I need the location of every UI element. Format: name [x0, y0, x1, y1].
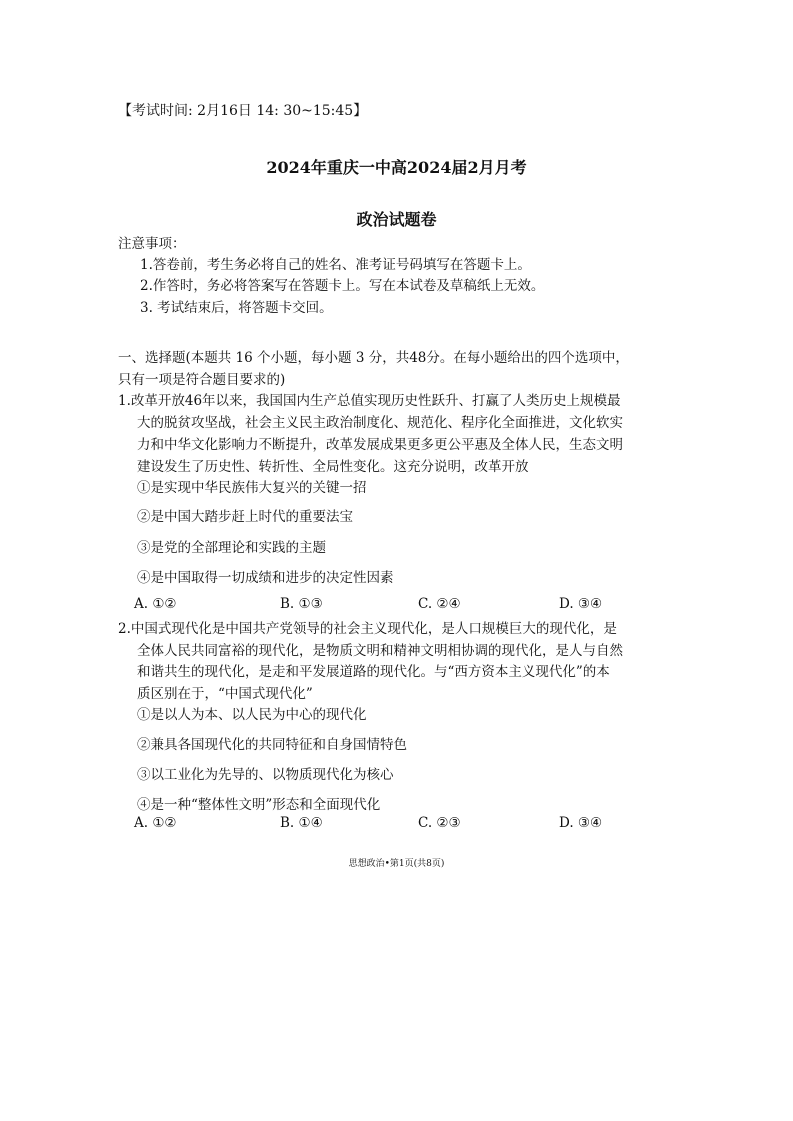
question-2-statement: ②兼具各国现代化的共同特征和自身国情特色	[137, 737, 407, 753]
question-1-option-c[interactable]: C. ②④	[418, 596, 461, 612]
question-1-option-a[interactable]: A. ①②	[134, 596, 177, 612]
question-1-stem: 力和中华文化影响力不断提升，改革发展成果更多更公平惠及全体人民，生态文明	[137, 437, 623, 453]
question-1-statement: ③是党的全部理论和实践的主题	[137, 540, 326, 556]
question-1-option-d[interactable]: D. ③④	[559, 596, 603, 612]
exam-subtitle: 政治试题卷	[356, 210, 437, 229]
question-1-stem: 建设发生了历史性、转折性、全局性变化。这充分说明，改革开放	[137, 459, 529, 475]
question-2-option-b[interactable]: B. ①④	[280, 815, 323, 831]
question-2-statement: ①是以人为本、以人民为中心的现代化	[137, 707, 367, 723]
question-1-stem: 1.改革开放46年以来，我国国内生产总值实现历史性跃升、打赢了人类历史上规模最	[118, 393, 621, 409]
notice-label: 注意事项：	[118, 236, 186, 252]
question-1-option-b[interactable]: B. ①③	[280, 596, 323, 612]
question-1-stem: 大的脱贫攻坚战，社会主义民主政治制度化、规范化、程序化全面推进，文化软实	[137, 415, 623, 431]
notice-item: 2.作答时，务必将答案写在答题卡上。写在本试卷及草稿纸上无效。	[140, 278, 545, 294]
question-2-option-c[interactable]: C. ②③	[418, 815, 461, 831]
question-2-statement: ③以工业化为先导的、以物质现代化为核心	[137, 767, 394, 783]
notice-item: 1.答卷前，考生务必将自己的姓名、准考证号码填写在答题卡上。	[140, 257, 531, 273]
question-2-option-d[interactable]: D. ③④	[559, 815, 603, 831]
page-footer: 思想政治•第1页(共8页)	[348, 859, 445, 869]
question-2-option-a[interactable]: A. ①②	[134, 815, 177, 831]
section-instructions-cont: 只有一项是符合题目要求的)	[118, 372, 286, 388]
notice-item: 3. 考试结束后，将答题卡交回。	[140, 300, 333, 316]
question-2-stem: 全体人民共同富裕的现代化，是物质文明和精神文明相协调的现代化，是人与自然	[137, 643, 623, 659]
question-1-statement: ④是中国取得一切成绩和进步的决定性因素	[137, 570, 394, 586]
question-2-stem: 2.中国式现代化是中国共产党领导的社会主义现代化，是人口规模巨大的现代化，是	[118, 621, 617, 637]
question-2-stem: 和谐共生的现代化，是走和平发展道路的现代化。与“西方资本主义现代化”的本	[137, 664, 610, 680]
question-2-statement: ④是一种“整体性文明”形态和全面现代化	[137, 797, 381, 813]
question-2-stem: 质区别在于，“中国式现代化”	[137, 686, 313, 702]
exam-time: 【考试时间: 2月16日 14: 30~15:45】	[118, 103, 368, 119]
section-instructions: 一、选择题(本题共 16 个小题，每小题 3 分，共48分。在每小题给出的四个选项中，	[118, 350, 629, 366]
question-1-statement: ①是实现中华民族伟大复兴的关键一招	[137, 480, 367, 496]
exam-title: 2024年重庆一中高2024届2月月考	[266, 158, 527, 177]
question-1-statement: ②是中国大踏步赶上时代的重要法宝	[137, 509, 353, 525]
